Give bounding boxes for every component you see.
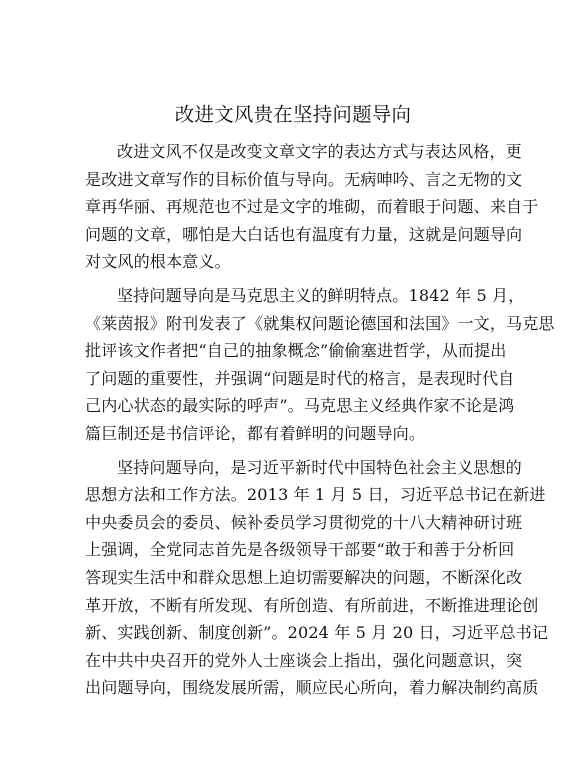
text-line: 新、实践创新、制度创新”。2024 年 5 月 20 日，习近平总书记 <box>85 623 549 643</box>
paragraph-3 <box>85 454 549 702</box>
text-line: 革开放，不断有所发现、有所创造、有所前进，不断推进理论创 <box>85 595 539 615</box>
text-line: 上强调，全党同志首先是各级领导干部要“敢于和善于分析回 <box>85 540 515 560</box>
text-line: 批评该文作者把“自己的抽象概念”偷偷塞进哲学，从而提出 <box>85 341 507 361</box>
paragraph-2 <box>85 282 555 448</box>
article-title: 改进文风贵在坚持问题导向 <box>174 103 412 126</box>
text-line: 己内心状态的最实际的呼声”。马克思主义经典作家不论是鸿 <box>85 396 515 416</box>
text-line: 出问题导向，围绕发展所需，顺应民心所向，着力解决制约高质 <box>85 678 539 698</box>
text-line: 问题的文章，哪怕是大白话也有温度有力量，这就是问题导向 <box>85 224 523 244</box>
text-line: 在中共中央召开的党外人士座谈会上指出，强化问题意识，突 <box>85 650 523 670</box>
article-body <box>85 138 555 702</box>
text-line: 坚持问题导向是马克思主义的鲜明特点。1842 年 5 月， <box>117 285 525 305</box>
text-line: 对文风的根本意义。 <box>85 252 231 272</box>
text-line: 是改进文章写作的目标价值与导向。无病呻吟、言之无物的文 <box>85 169 523 189</box>
text-line: 思想方法和工作方法。2013 年 1 月 5 日，习近平总书记在新进 <box>85 485 546 505</box>
text-line: 《莱茵报》附刊发表了《就集权问题论德国和法国》一文，马克思 <box>85 313 555 333</box>
text-line: 章再华丽、再规范也不过是文字的堆砌，而着眼于问题、来自于 <box>85 197 539 217</box>
text-line: 中央委员会的委员、候补委员学习贯彻党的十八大精神研讨班 <box>85 512 523 532</box>
text-line: 了问题的重要性，并强调“问题是时代的格言，是表现时代自 <box>85 368 515 388</box>
text-line: 坚持问题导向，是习近平新时代中国特色社会主义思想的 <box>117 457 522 477</box>
text-line: 改进文风不仅是改变文章文字的表达方式与表达风格，更 <box>117 142 522 161</box>
paragraph-1 <box>85 138 539 276</box>
text-line: 答现实生活中和群众思想上迫切需要解决的问题，不断深化改 <box>85 567 523 587</box>
text-line: 篇巨制还是书信评论，都有着鲜明的问题导向。 <box>85 423 426 443</box>
